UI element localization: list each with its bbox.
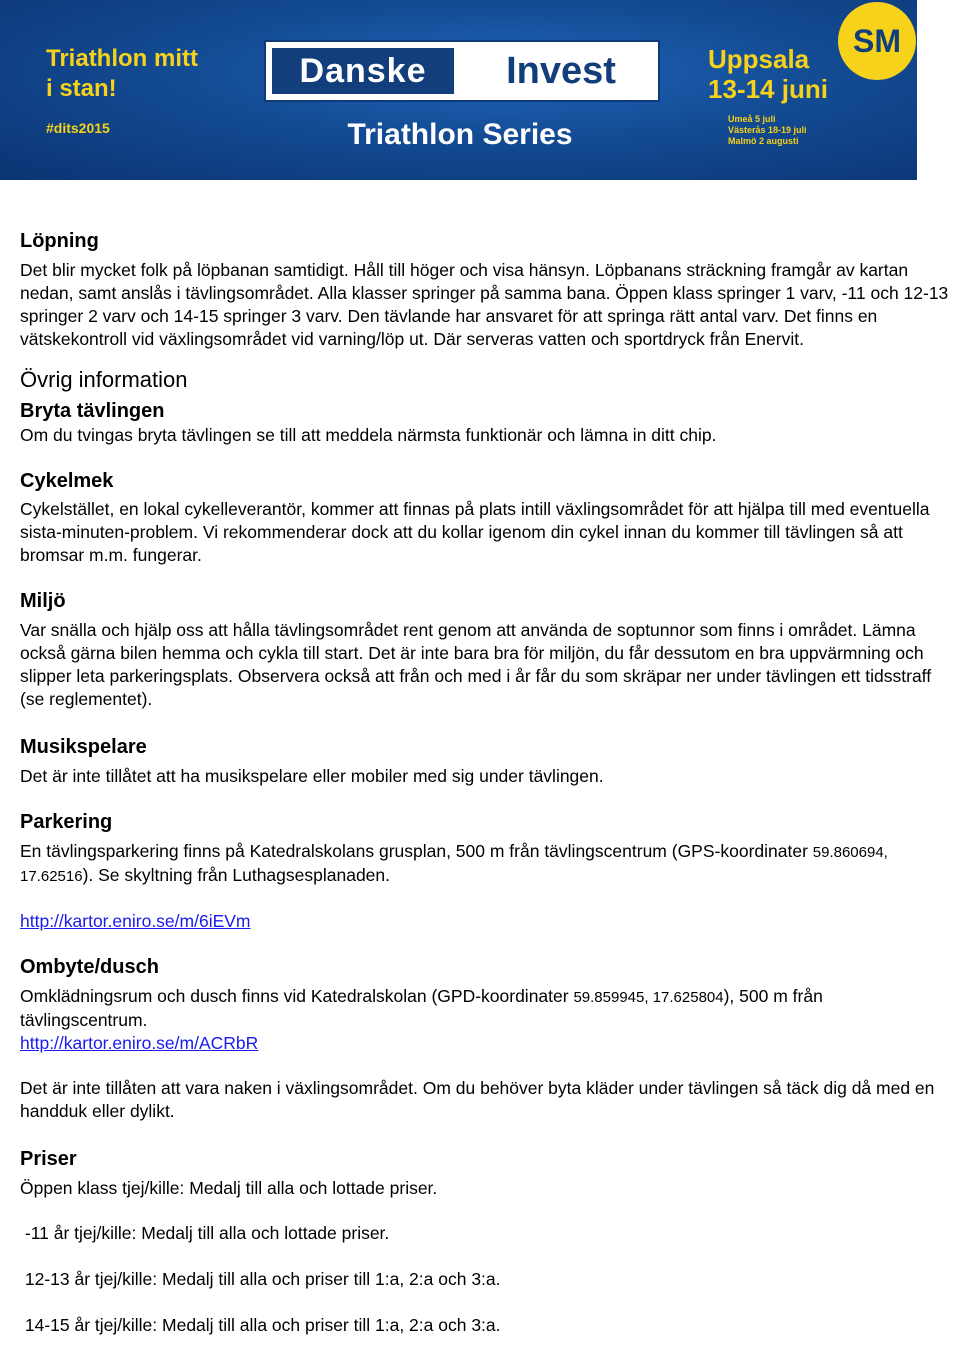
banner-series-title: Triathlon Series [347,118,573,151]
text-bryta-tavlingen: Om du tvingas bryta tävlingen se till att meddela närmsta funktionär och lämna in ditt chip. [20,425,717,445]
text-ombyte-naken: Det är inte tillåten att vara naken i växlingsområdet. Om du behöver byta kläder under tävlingen så täck dig då med en handduk eller dylikt. [20,1078,935,1121]
heading-cykelmek: Cykelmek [20,470,114,492]
ombyte-map-link[interactable]: http://kartor.eniro.se/m/ACRbR [20,1033,259,1053]
event-banner [0,0,917,180]
danske-invest-logo [264,40,660,102]
text-musikspelare: Det är inte tillåtet att ha musikspelare eller mobiler med sig under tävlingen. [20,766,604,786]
text-cykelmek: Cykelstället, en lokal cykelleverantör, kommer att finnas på plats intill växlingsområdet för att hjälpa till med eventuella sista-minuten-problem. Vi rekommenderar dock att du kollar igenom din cykel innan du kommer till tävlingen så att bromsar m.m. fungerar. [20,499,930,565]
heading-bryta-tavlingen: Bryta tävlingen [20,400,165,422]
prize-open-class: Öppen klass tjej/kille: Medalj till alla och lottade priser. [20,1178,438,1198]
banner-hashtag: #dits2015 [46,120,110,136]
banner-other-events [728,114,828,147]
heading-miljo: Miljö [20,590,66,612]
text-parkering-a: En tävlingsparkering finns på Katedralskolans grusplan, 500 m från tävlingscentrum (GPS-koordinater [20,841,813,861]
document-body [20,226,960,1337]
text-miljo: Var snälla och hjälp oss att hålla tävlingsområdet rent genom att använda de soptunnor som finns i området. Lämna också gärna bilen hemma och cykla till start. Det är inte bara bra för miljön, du får dessutom en bra uppvärmning och slipper leta parkeringsplats. Observera också att från och med i år får du som skräpar ner under tävlingen ett tidsstraff (se reglementet). [20,620,932,709]
ombyte-gps-coordinates: 59.859945, 17.625804 [573,989,724,1006]
banner-event-malmo: Malmö 2 augusti [728,136,799,146]
parkering-link-row [20,910,960,933]
banner-left-text [46,44,198,136]
banner-slogan-line1: Triathlon mitt [46,45,198,72]
sm-badge-icon: SM [838,2,916,80]
text-parkering [20,840,920,888]
text-parkering-b: ). Se skyltning från Luthagsesplanaden. [82,865,390,885]
heading-musikspelare: Musikspelare [20,736,147,758]
prize-12-13: 12-13 år tjej/kille: Medalj till alla och priser till 1:a, 2:a och 3:a. [20,1269,501,1289]
parkering-gps-coordinates: 59.860694, 17.62516 [20,844,888,885]
banner-slogan-line2: i stan! [46,75,117,102]
banner-right-text [708,44,828,147]
banner-event-umea: Umeå 5 juli [728,114,776,124]
heading-parkering: Parkering [20,811,113,833]
heading-priser: Priser [20,1148,77,1170]
banner-city: Uppsala [708,44,810,74]
prize-under-11: -11 år tjej/kille: Medalj till alla och lottade priser. [20,1223,390,1243]
prize-14-15: 14-15 år tjej/kille: Medalj till alla och priser till 1:a, 2:a och 3:a. [20,1315,501,1335]
banner-event-vasteras: Västerås 18-19 juli [728,125,807,135]
text-ombyte [20,985,940,1032]
text-ombyte-a: Omklädningsrum och dusch finns vid Katedralskolan (GPD-koordinater [20,986,574,1006]
logo-word-invest: Invest [506,50,616,92]
ombyte-link-row [20,1032,960,1055]
heading-lopning: Löpning [20,230,99,252]
heading-ombyte-dusch: Ombyte/dusch [20,956,159,978]
banner-dates: 13-14 juni [708,74,828,104]
text-lopning: Det blir mycket folk på löpbanan samtidigt. Håll till höger och visa hänsyn. Löpbanans sträckning framgår av kartan nedan, samt anslås i tävlingsområdet. Alla klasser springer på samma bana. Öppen klass springer 1 varv, -11 och 12-13 springer 2 varv och 14-15 springer 3 varv. Den tävlande har ansvaret för att springa rätt antal varv. Det finns en vätskekontroll vid växlingsområdet vid varning/löp ut. Där serveras vatten och sportdryck från Enervit. [20,260,949,349]
text-ombyte-b: ), 500 m från tävlingscentrum. [20,986,823,1030]
parkering-map-link[interactable]: http://kartor.eniro.se/m/6iEVm [20,911,251,931]
logo-word-danske: Danske [272,48,454,94]
heading-ovrig-information: Övrig information [20,367,188,392]
